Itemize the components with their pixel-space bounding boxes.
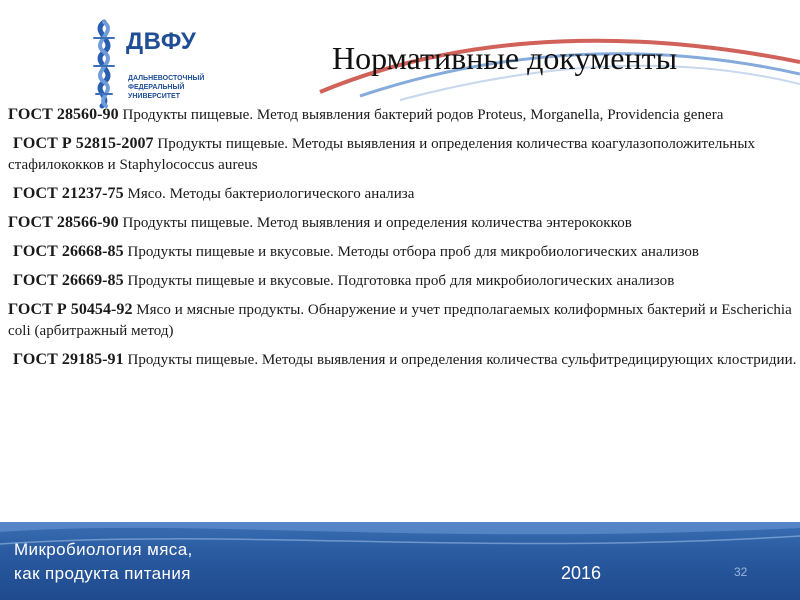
standard-description: Продукты пищевые. Метод выявления и определения количества энтерококков [118, 215, 632, 231]
slide-title: Нормативные документы [332, 40, 678, 76]
standard-code: ГОСТ Р 52815-2007 [13, 135, 154, 152]
standard-code: ГОСТ 26669-85 [13, 272, 124, 289]
standard-description: Продукты пищевые. Метод выявления бактерий родов Proteus, Morganella, Providencia genera [118, 107, 724, 123]
university-logo [82, 18, 212, 110]
logo-subtitle-line: ФЕДЕРАЛЬНЫЙ [128, 84, 185, 91]
logo-subtitle-line: УНИВЕРСИТЕТ [128, 93, 180, 100]
standard-description: Мясо и мясные продукты. Обнаружение и учет предполагаемых колиформных бактерий и Escherichia coli (арбитражный метод) [8, 302, 792, 339]
standard-code: ГОСТ 28566-90 [8, 214, 119, 231]
footer-course-title-line1: Микробиология мяса, [14, 540, 193, 559]
dna-helix-icon [82, 18, 126, 110]
footer-bar [0, 522, 800, 600]
standard-code: ГОСТ 29185-91 [13, 351, 124, 368]
list-item [8, 299, 798, 342]
standard-description: Продукты пищевые и вкусовые. Методы отбора проб для микробиологических анализов [123, 244, 700, 260]
page-number: 32 [734, 565, 748, 579]
standard-code: ГОСТ Р 50454-92 [8, 301, 133, 318]
standard-code: ГОСТ 28560-90 [8, 106, 119, 123]
footer-course-title-line2: как продукта питания [14, 564, 191, 583]
standard-code: ГОСТ 21237-75 [13, 185, 124, 202]
list-item [8, 133, 798, 176]
logo-subtitle [128, 74, 218, 101]
list-item [8, 104, 798, 126]
list-item [8, 349, 798, 371]
list-item [8, 183, 798, 205]
list-item [8, 270, 798, 292]
logo-title: ДВФУ [126, 28, 197, 55]
standard-description: Продукты пищевые и вкусовые. Подготовка проб для микробиологических анализов [123, 273, 675, 289]
standard-description: Продукты пищевые. Методы выявления и определения количества коагулазоположительных стафилококков и Staphylococcus aureus [8, 136, 756, 173]
logo-subtitle-line: ДАЛЬНЕВОСТОЧНЫЙ [128, 75, 205, 82]
footer-year: 2016 [561, 563, 602, 583]
standard-description: Продукты пищевые. Методы выявления и определения количества сульфитредицирующих клостридии. [123, 352, 797, 368]
footer-wave [0, 522, 800, 600]
standard-code: ГОСТ 26668-85 [13, 243, 124, 260]
list-item [8, 241, 798, 263]
standards-list [8, 104, 798, 378]
standard-description: Мясо. Методы бактериологического анализа [123, 186, 415, 202]
list-item [8, 212, 798, 234]
